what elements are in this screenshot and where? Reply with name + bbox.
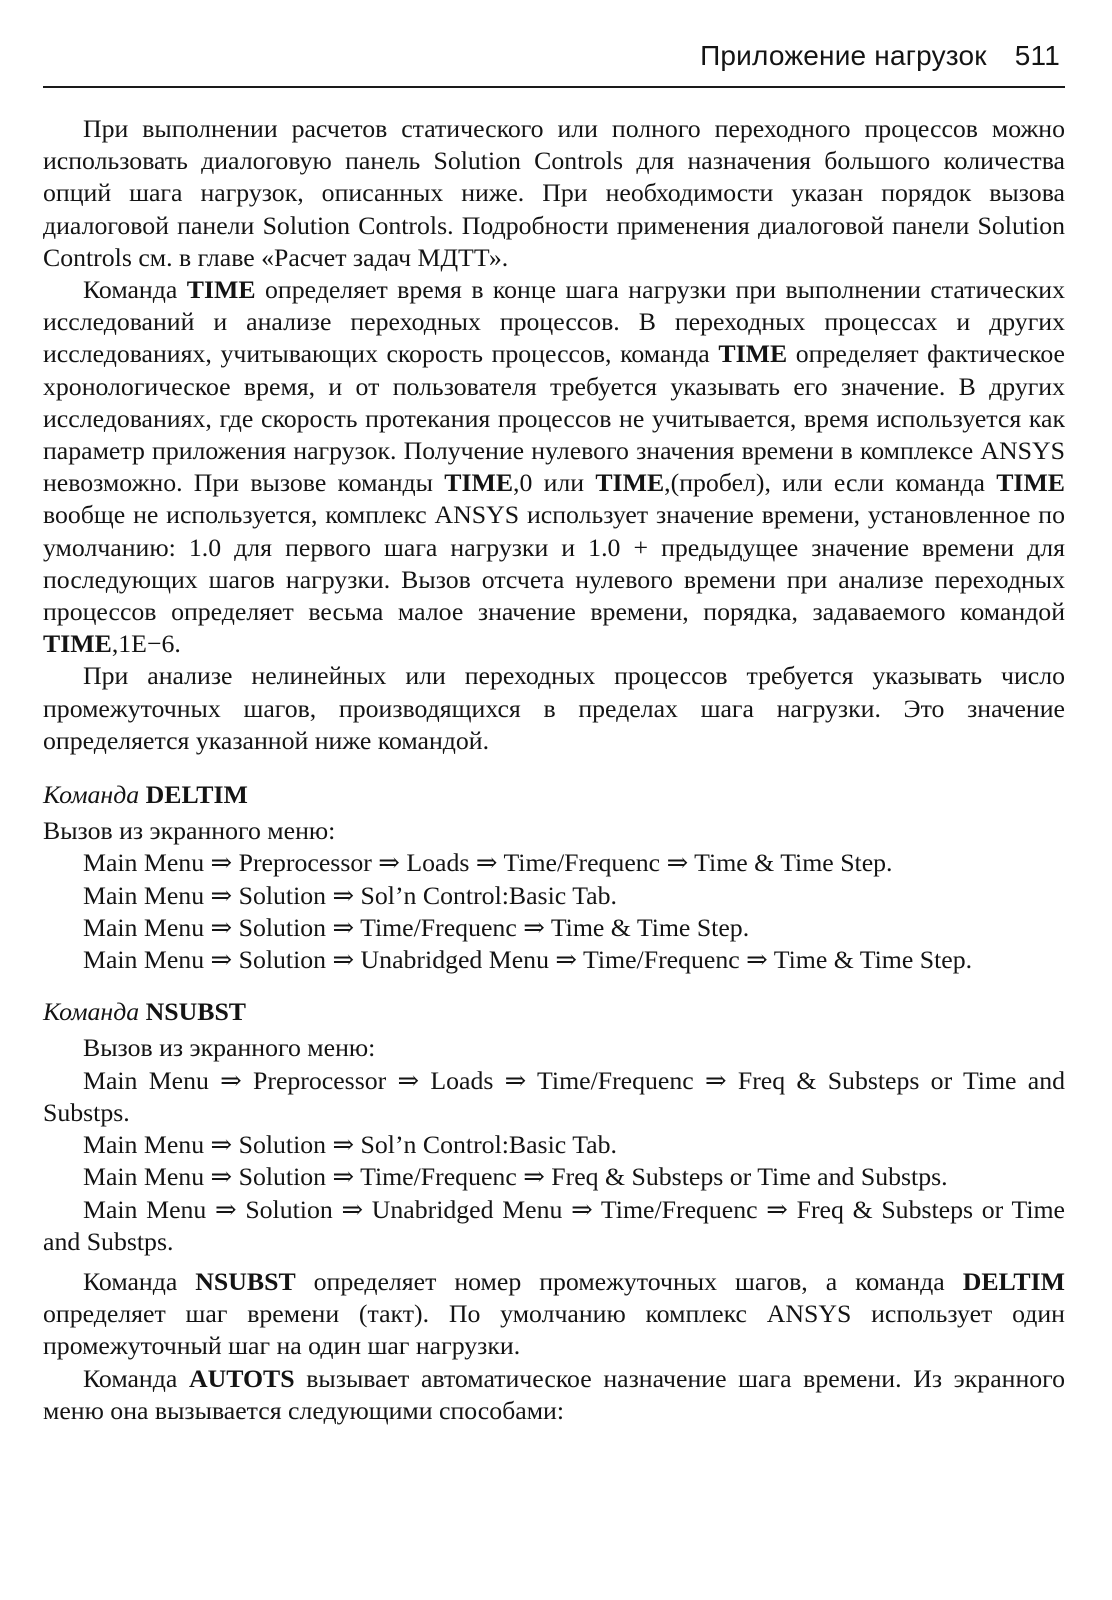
section-heading-nsubst <box>43 996 1065 1028</box>
menu-path: Main Menu ⇒ Solution ⇒ Time/Frequenc ⇒ Freq & Substeps or Time and Substps. <box>83 1162 948 1192</box>
paragraph-solution-controls: При выполнении расчетов статического или полного переходного процессов можно использовать диалоговую панель Solution Controls для назначения большого количества опций шага нагрузок, описанных ниже. При необходимости указан порядок вызова диалоговой панели Solution Controls. Подробности применения диалоговой панели Solution Controls см. в главе «Расчет задач МДТТ». <box>43 114 1065 272</box>
menu-path: Main Menu ⇒ Solution ⇒ Time/Frequenc ⇒ Time & Time Step. <box>83 912 750 942</box>
text-span: ,1E−6. <box>111 629 181 659</box>
paragraph-time-command <box>43 274 1065 660</box>
command-keyword: TIME <box>996 468 1066 498</box>
menu-intro: Вызов из экранного меню: <box>83 1033 376 1063</box>
page-body <box>43 113 1065 1427</box>
paragraph-nsubst-deltim <box>43 1266 1065 1363</box>
menu-path: Main Menu ⇒ Solution ⇒ Unabridged Menu ⇒ Time/Frequenc ⇒ Time & Time Step. <box>83 945 973 975</box>
menu-intro: Вызов из экранного меню: <box>43 816 336 846</box>
menu-path: Main Menu ⇒ Solution ⇒ Unabridged Menu ⇒ Time/Frequenc ⇒ Freq & Substeps or Time and Substps. <box>43 1194 1065 1256</box>
command-keyword: TIME <box>186 275 256 305</box>
menu-path: Main Menu ⇒ Preprocessor ⇒ Loads ⇒ Time/Frequenc ⇒ Freq & Substeps or Time and Substps. <box>43 1065 1065 1127</box>
heading-command: DELTIM <box>145 780 248 810</box>
text-span: определяет номер промежуточных шагов, а команда <box>295 1266 963 1296</box>
text-span: определяет фактическое хронологическое время, и от пользователя требуется указывать его значение. В других исследованиях, где скорость протекания процессов не учитывается, время используется как параметр приложения нагрузок. Получение нулевого значения времени в комплексе ANSYS невозможно. При вызове команды <box>43 339 1065 498</box>
heading-command: NSUBST <box>145 997 246 1027</box>
paragraph-autots <box>43 1363 1065 1427</box>
menu-path: Main Menu ⇒ Preprocessor ⇒ Loads ⇒ Time/Frequenc ⇒ Time & Time Step. <box>83 848 893 878</box>
header-title: Приложение нагрузок <box>700 40 987 71</box>
header-text <box>700 40 1060 72</box>
text-span: Команда <box>83 1266 196 1296</box>
command-keyword: TIME <box>595 468 665 498</box>
menu-path: Main Menu ⇒ Solution ⇒ Sol’n Control:Basic Tab. <box>83 1130 617 1160</box>
heading-prefix: Команда <box>43 780 140 810</box>
text-span: вообще не используется, комплекс ANSYS использует значение времени, установленное по умолчанию: 1.0 для первого шага нагрузки и 1.0 + предыдущее значение времени для последующих шагов нагрузки. Вызов отсчета нулевого времени при анализе переходных процессов определяет весьма малое значение времени, порядка, задаваемого командой <box>43 500 1065 627</box>
page-number: 511 <box>1014 40 1060 71</box>
menu-path: Main Menu ⇒ Solution ⇒ Sol’n Control:Basic Tab. <box>83 880 617 910</box>
command-keyword: DELTIM <box>962 1266 1065 1296</box>
text-span: ,(пробел), или если команда <box>664 468 997 498</box>
text-span: Команда <box>83 275 187 305</box>
command-keyword: TIME <box>718 339 788 369</box>
section-heading-deltim <box>43 779 1065 811</box>
running-header <box>43 38 1065 88</box>
text-span: вызывает автоматическое назначение шага времени. Из экранного меню она вызывается следующими способами: <box>43 1363 1065 1425</box>
text-span: ,0 или <box>513 468 596 498</box>
text-span: определяет шаг времени (такт). По умолчанию комплекс ANSYS использует один промежуточный шаг на один шаг нагрузки. <box>43 1299 1065 1361</box>
command-keyword: TIME <box>444 468 514 498</box>
command-keyword: NSUBST <box>195 1266 296 1296</box>
paragraph-substeps: При анализе нелинейных или переходных процессов требуется указывать число промежуточных шагов, производящихся в пределах шага нагрузки. Это значение определяется указанной ниже командой. <box>43 661 1065 755</box>
heading-prefix: Команда <box>43 997 140 1027</box>
text-span: Команда <box>83 1363 189 1393</box>
command-keyword: AUTOTS <box>188 1363 295 1393</box>
text-span: определяет время в конце шага нагрузки при выполнении статических исследований и анализе переходных процессов. В переходных процессах и других исследованиях, учитывающих скорость процессов, команда <box>43 275 1066 369</box>
command-keyword: TIME <box>43 629 112 659</box>
